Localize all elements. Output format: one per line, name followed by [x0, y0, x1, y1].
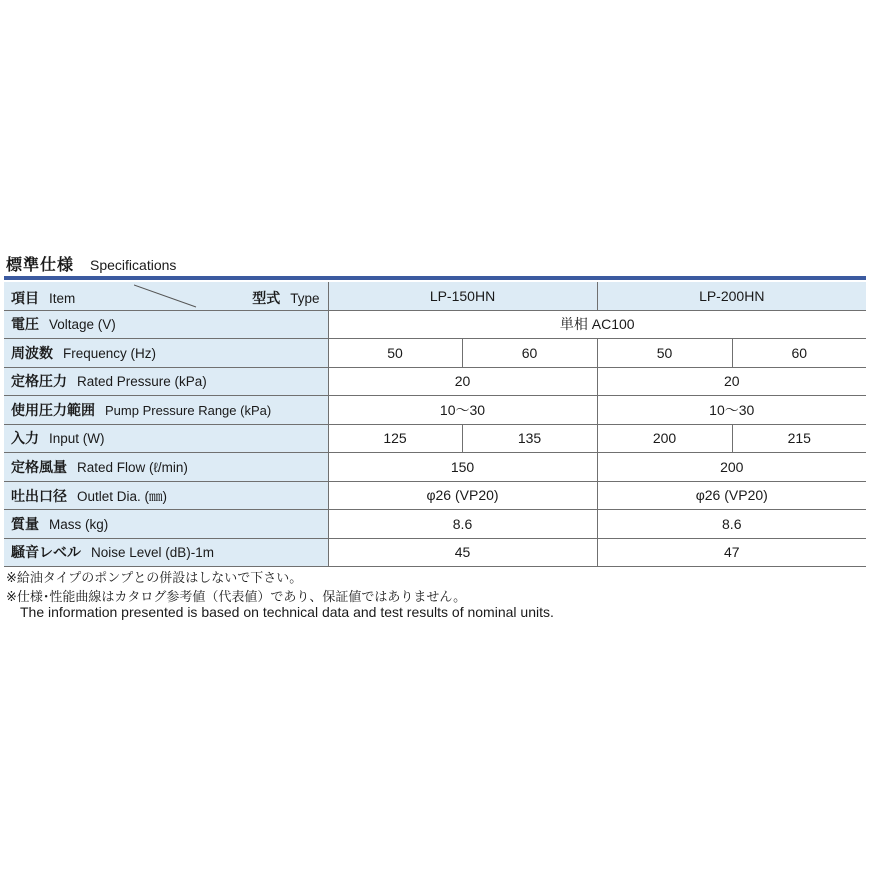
section-title-jp: 標準仕様 [6, 255, 75, 274]
value-pump-pressure-range-2: 10〜30 [597, 396, 866, 425]
row-mass [4, 510, 866, 539]
value-input-1: 125 [328, 424, 462, 453]
label-rated-pressure: 定格圧力 Rated Pressure (kPa) [4, 367, 328, 396]
title-rule [4, 276, 866, 280]
type-header-jp: 型式 [252, 291, 281, 307]
type-header-en: Type [290, 291, 320, 306]
row-noise [4, 538, 866, 567]
row-pump-pressure-range [4, 396, 866, 425]
value-outlet-2: φ26 (VP20) [597, 481, 866, 510]
label-frequency: 周波数 Frequency (Hz) [4, 339, 328, 368]
row-input [4, 424, 866, 453]
row-rated-pressure [4, 367, 866, 396]
header-corner [4, 282, 328, 310]
value-frequency-2: 60 [462, 339, 597, 368]
value-outlet-1: φ26 (VP20) [328, 481, 597, 510]
value-voltage: 単相 AC100 [328, 310, 866, 339]
value-frequency-3: 50 [597, 339, 732, 368]
row-frequency [4, 339, 866, 368]
note-3: The information presented is based on technical data and test results of nominal units. [20, 604, 554, 620]
model-header-2: LP-200HN [597, 282, 866, 310]
value-rated-flow-2: 200 [597, 453, 866, 482]
value-input-2: 135 [462, 424, 597, 453]
value-pump-pressure-range-1: 10〜30 [328, 396, 597, 425]
value-rated-pressure-1: 20 [328, 367, 597, 396]
value-frequency-4: 60 [732, 339, 866, 368]
label-outlet: 吐出口径 Outlet Dia. (㎜) [4, 481, 328, 510]
model-header-1: LP-150HN [328, 282, 597, 310]
item-header-en: Item [49, 291, 76, 306]
row-rated-flow [4, 453, 866, 482]
section-title-en: Specifications [90, 257, 177, 273]
value-mass-1: 8.6 [328, 510, 597, 539]
value-mass-2: 8.6 [597, 510, 866, 539]
label-pump-pressure-range: 使用圧力範囲 Pump Pressure Range (kPa) [4, 396, 328, 425]
header-row [4, 282, 866, 310]
section-title [6, 252, 176, 276]
note-1: ※給油タイプのポンプとの併設はしないで下さい。 [6, 571, 303, 586]
label-rated-flow: 定格風量 Rated Flow (ℓ/min) [4, 453, 328, 482]
type-header [252, 288, 319, 308]
row-outlet [4, 481, 866, 510]
note-2: ※仕様･性能曲線はカタログ参考値（代表値）であり、保証値ではありません。 [6, 590, 467, 605]
diagonal-divider [134, 283, 204, 309]
item-header [11, 288, 75, 308]
spec-table [4, 282, 866, 567]
row-voltage [4, 310, 866, 339]
label-voltage: 電圧 Voltage (V) [4, 310, 328, 339]
value-input-4: 215 [732, 424, 866, 453]
value-noise-1: 45 [328, 538, 597, 567]
label-mass: 質量 Mass (kg) [4, 510, 328, 539]
label-input: 入力 Input (W) [4, 424, 328, 453]
value-rated-pressure-2: 20 [597, 367, 866, 396]
value-frequency-1: 50 [328, 339, 462, 368]
value-rated-flow-1: 150 [328, 453, 597, 482]
item-header-jp: 項目 [11, 291, 39, 307]
value-input-3: 200 [597, 424, 732, 453]
label-noise: 騒音レベル Noise Level (dB)-1m [4, 538, 328, 567]
value-noise-2: 47 [597, 538, 866, 567]
